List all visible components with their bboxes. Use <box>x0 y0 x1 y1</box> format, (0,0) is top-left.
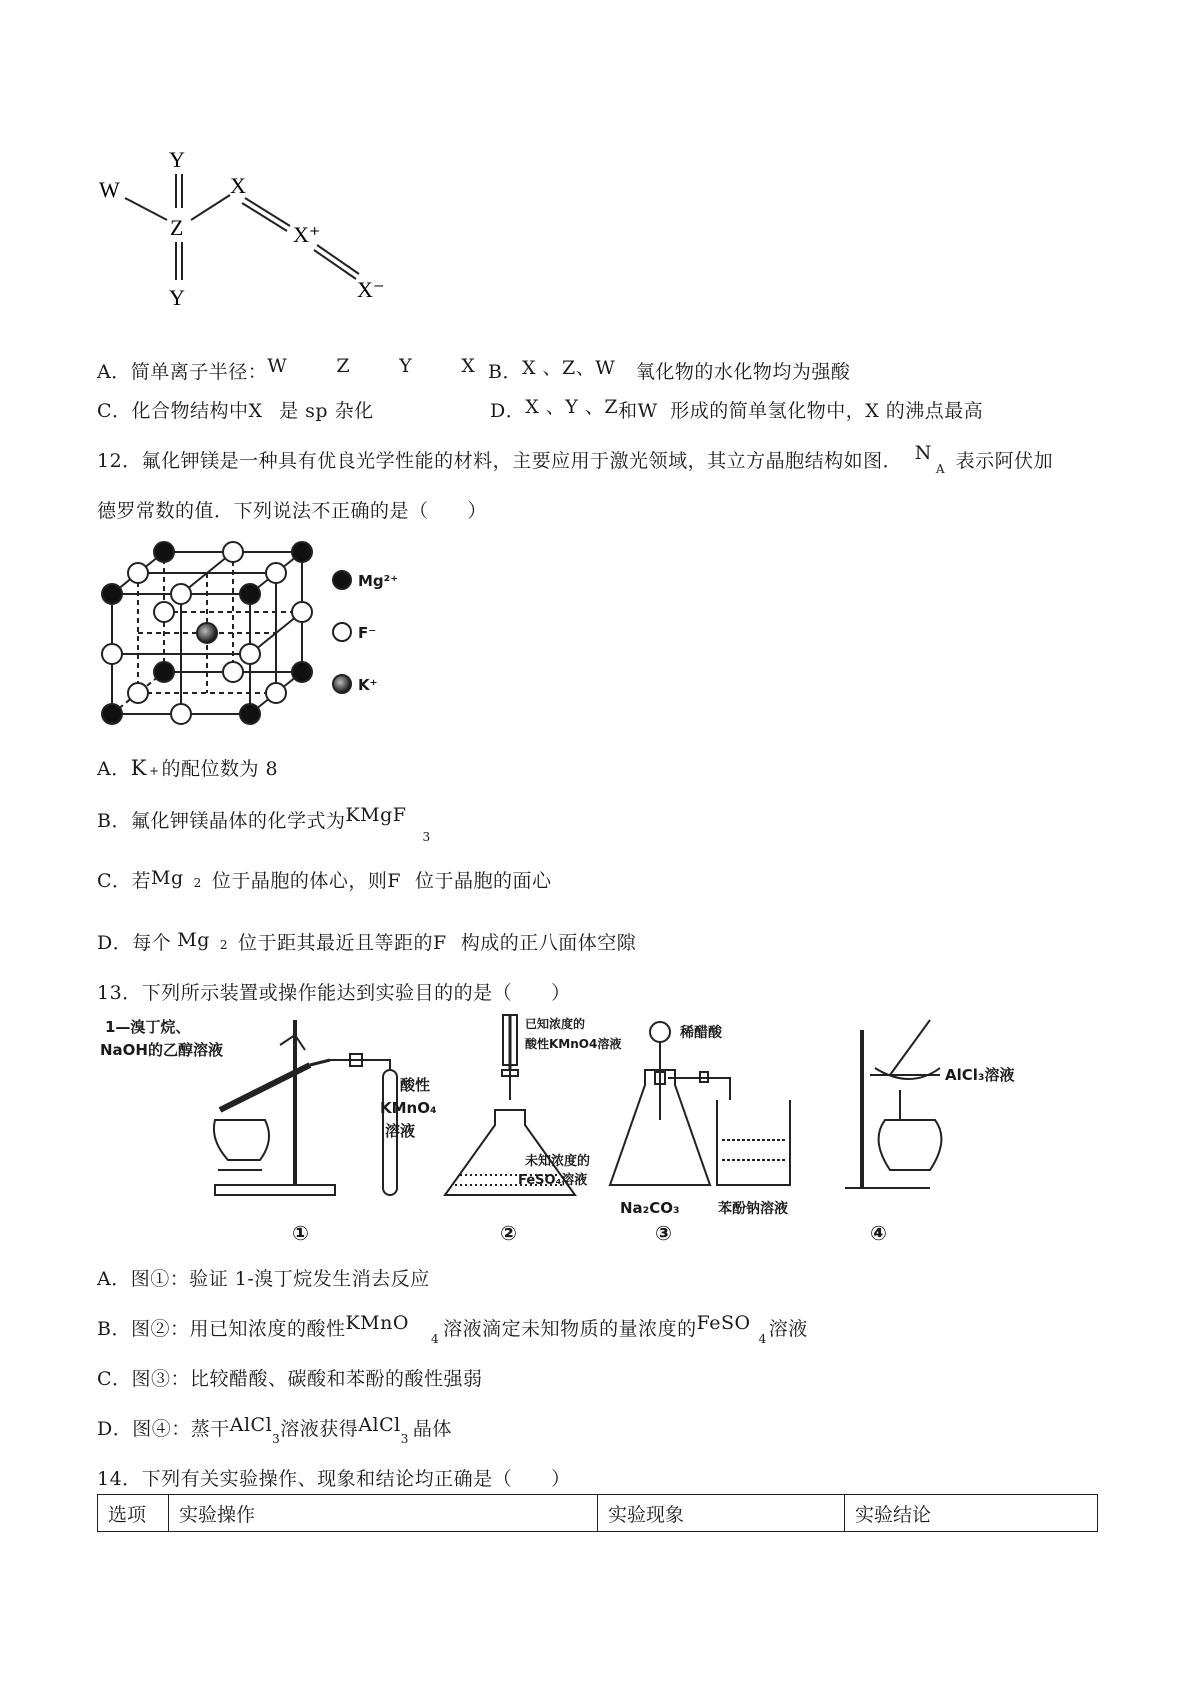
q12-na-subscript: A <box>935 462 946 476</box>
q12-stem-line1 <box>97 442 1054 476</box>
q12-option-d-f: F <box>433 932 447 954</box>
legend-k: K⁺ <box>358 676 378 694</box>
q11-option-d-text: 形成的简单氢化物中，X 的沸点最高 <box>670 400 984 422</box>
q11-structure-diagram <box>95 140 435 340</box>
q11-option-a-prefix: A．简单离子半径： <box>97 361 268 383</box>
atom-y-top: Y <box>169 147 185 172</box>
q11-option-b-prefix: B． <box>488 361 522 383</box>
q12-option-c-ion: Mg <box>151 867 184 889</box>
fig1-tube-line3: 溶液 <box>385 1122 416 1140</box>
q12-option-d-middle: 位于距其最近且等距的 <box>238 932 434 954</box>
legend-mg: Mg²⁺ <box>358 572 399 590</box>
q12-na-symbol: N <box>914 442 932 464</box>
atom-x-plus: X⁺ <box>293 222 321 247</box>
fig3-beaker: 苯酚钠溶液 <box>718 1201 788 1217</box>
q12-option-c-end: 位于晶胞的面心 <box>415 870 552 892</box>
q11-option-d-and: 和 <box>618 400 638 422</box>
table-header-row <box>98 1495 1098 1532</box>
q14-table <box>97 1494 1098 1532</box>
q12-option-b-subscript: 3 <box>422 830 431 844</box>
q12-option-b-formula: KMgF <box>345 804 407 826</box>
fig2-top-line1: 已知浓度的 <box>525 1017 586 1031</box>
q11-option-b <box>488 357 850 384</box>
atom-z: Z <box>170 215 184 240</box>
q12-option-a-text: 的配位数为 8 <box>161 758 279 780</box>
legend-f: F⁻ <box>358 624 377 642</box>
q12-option-b <box>97 804 431 844</box>
q11-option-a-sequence: W Z Y X <box>267 355 476 377</box>
q12-option-c-middle: 位于晶胞的体心，则 <box>211 870 388 892</box>
q12-option-a-ion: K <box>130 756 147 780</box>
q11-option-d-prefix: D． <box>490 400 526 422</box>
fig2-top-line2: 酸性KMnO4溶液 <box>525 1037 622 1051</box>
q13-option-b-middle: 溶液滴定未知物质的量浓度的 <box>443 1318 697 1340</box>
q13-option-d-prefix: D．图④：蒸干 <box>97 1418 230 1440</box>
fig1-tube-line2: KMnO₄ <box>380 1099 437 1117</box>
fig2-bottom-line1: 未知浓度的 <box>525 1154 591 1169</box>
q13-option-d-middle: 溶液获得 <box>280 1418 359 1440</box>
q13-option-b-end: 溶液 <box>768 1318 808 1340</box>
q12-legend <box>333 571 398 694</box>
q13-option-d-formula1: AlCl <box>229 1414 273 1436</box>
q12-option-c-charge: 2 <box>193 876 202 890</box>
q11-option-d-w: W <box>637 400 658 422</box>
fig4-number: ④ <box>870 1221 887 1245</box>
q12-option-a-prefix: A． <box>97 758 131 780</box>
fig1-tube-line1: 酸性 <box>400 1076 431 1094</box>
q12-option-d-ion: Mg <box>177 929 210 951</box>
atom-x-minus: X⁻ <box>357 277 385 302</box>
q11-option-c-text: 是 sp 杂化 <box>279 400 374 422</box>
fig1-number: ① <box>292 1221 309 1245</box>
q12-stem-text: 12．氟化钾镁是一种具有优良光学性能的材料，主要应用于激光领域，其立方晶胞结构如图． <box>97 450 903 472</box>
q12-option-d-prefix: D．每个 <box>97 932 172 954</box>
q13-apparatus-diagram <box>100 1010 1015 1250</box>
q11-option-c-x: X <box>248 400 263 422</box>
fig3-number: ③ <box>655 1221 672 1245</box>
q13-stem: 13．下列所示装置或操作能达到实验目的的是（ ） <box>97 982 571 1004</box>
q13-option-b-sub2: 4 <box>758 1332 767 1346</box>
atom-w: W <box>99 177 120 202</box>
q13-option-b-prefix: B．图②：用已知浓度的酸性 <box>97 1318 346 1340</box>
fig2-bottom-line2: FeSO₄溶液 <box>518 1173 588 1188</box>
q11-option-b-elements: X 、Z、W <box>521 357 616 379</box>
q12-stem-line2: 德罗常数的值．下列说法不正确的是（ ） <box>97 500 488 522</box>
q13-option-b <box>97 1312 808 1346</box>
q12-option-d-end: 构成的正八面体空隙 <box>460 932 637 954</box>
table-header-conclusion: 实验结论 <box>845 1495 1098 1532</box>
q13-option-d <box>97 1414 452 1446</box>
q13-option-d-sub1: 3 <box>272 1432 281 1446</box>
table-header-operation: 实验操作 <box>169 1495 598 1532</box>
fig3-acid: 稀醋酸 <box>680 1025 722 1041</box>
fig1-reagent-line1: 1—溴丁烷、 <box>105 1018 191 1036</box>
q13-option-d-sub2: 3 <box>400 1432 409 1446</box>
q12-option-d-charge: 2 <box>219 938 228 952</box>
q12-crystal-cell-diagram <box>98 540 428 730</box>
q12-option-a <box>97 754 278 781</box>
atom-x: X <box>230 173 246 198</box>
q13-option-d-formula2: AlCl <box>358 1414 401 1436</box>
q13-option-c: C．图③：比较醋酸、碳酸和苯酚的酸性强弱 <box>97 1368 483 1390</box>
q11-option-c-prefix: C．化合物结构中 <box>97 400 249 422</box>
q12-option-a-charge: + <box>148 764 160 778</box>
table-header-phenomenon: 实验现象 <box>598 1495 845 1532</box>
fig3-solid: Na₂CO₃ <box>620 1199 680 1217</box>
q13-option-b-formula2: FeSO <box>696 1312 751 1334</box>
q11-option-d-elements: X 、Y 、Z <box>525 396 619 418</box>
q12-stem-end: 表示阿伏加 <box>955 450 1054 472</box>
q14-stem: 14．下列有关实验操作、现象和结论均正确是（ ） <box>97 1468 571 1490</box>
fig4-solution: AlCl₃溶液 <box>945 1066 1015 1084</box>
fig2-number: ② <box>500 1221 517 1245</box>
q11-option-d <box>490 396 983 423</box>
q13-option-d-end: 晶体 <box>412 1418 452 1440</box>
atom-y-bottom: Y <box>169 285 185 310</box>
q13-option-b-sub1: 4 <box>430 1332 440 1346</box>
q11-option-b-text: 氧化物的水化物均为强酸 <box>635 361 851 383</box>
q12-option-c-prefix: C．若 <box>97 870 152 892</box>
q13-option-b-formula1: KMnO <box>345 1312 409 1334</box>
q12-option-d <box>97 928 636 955</box>
q12-option-c <box>97 866 552 893</box>
q13-option-a: A．图①：验证 1-溴丁烷发生消去反应 <box>97 1268 430 1290</box>
q11-option-c <box>97 396 374 423</box>
table-header-option: 选项 <box>98 1495 169 1532</box>
q11-option-a <box>97 357 475 384</box>
q12-option-c-f: F <box>387 870 402 892</box>
q12-option-b-prefix: B．氟化钾镁晶体的化学式为 <box>97 810 346 832</box>
fig1-reagent-line2: NaOH的乙醇溶液 <box>100 1041 223 1059</box>
